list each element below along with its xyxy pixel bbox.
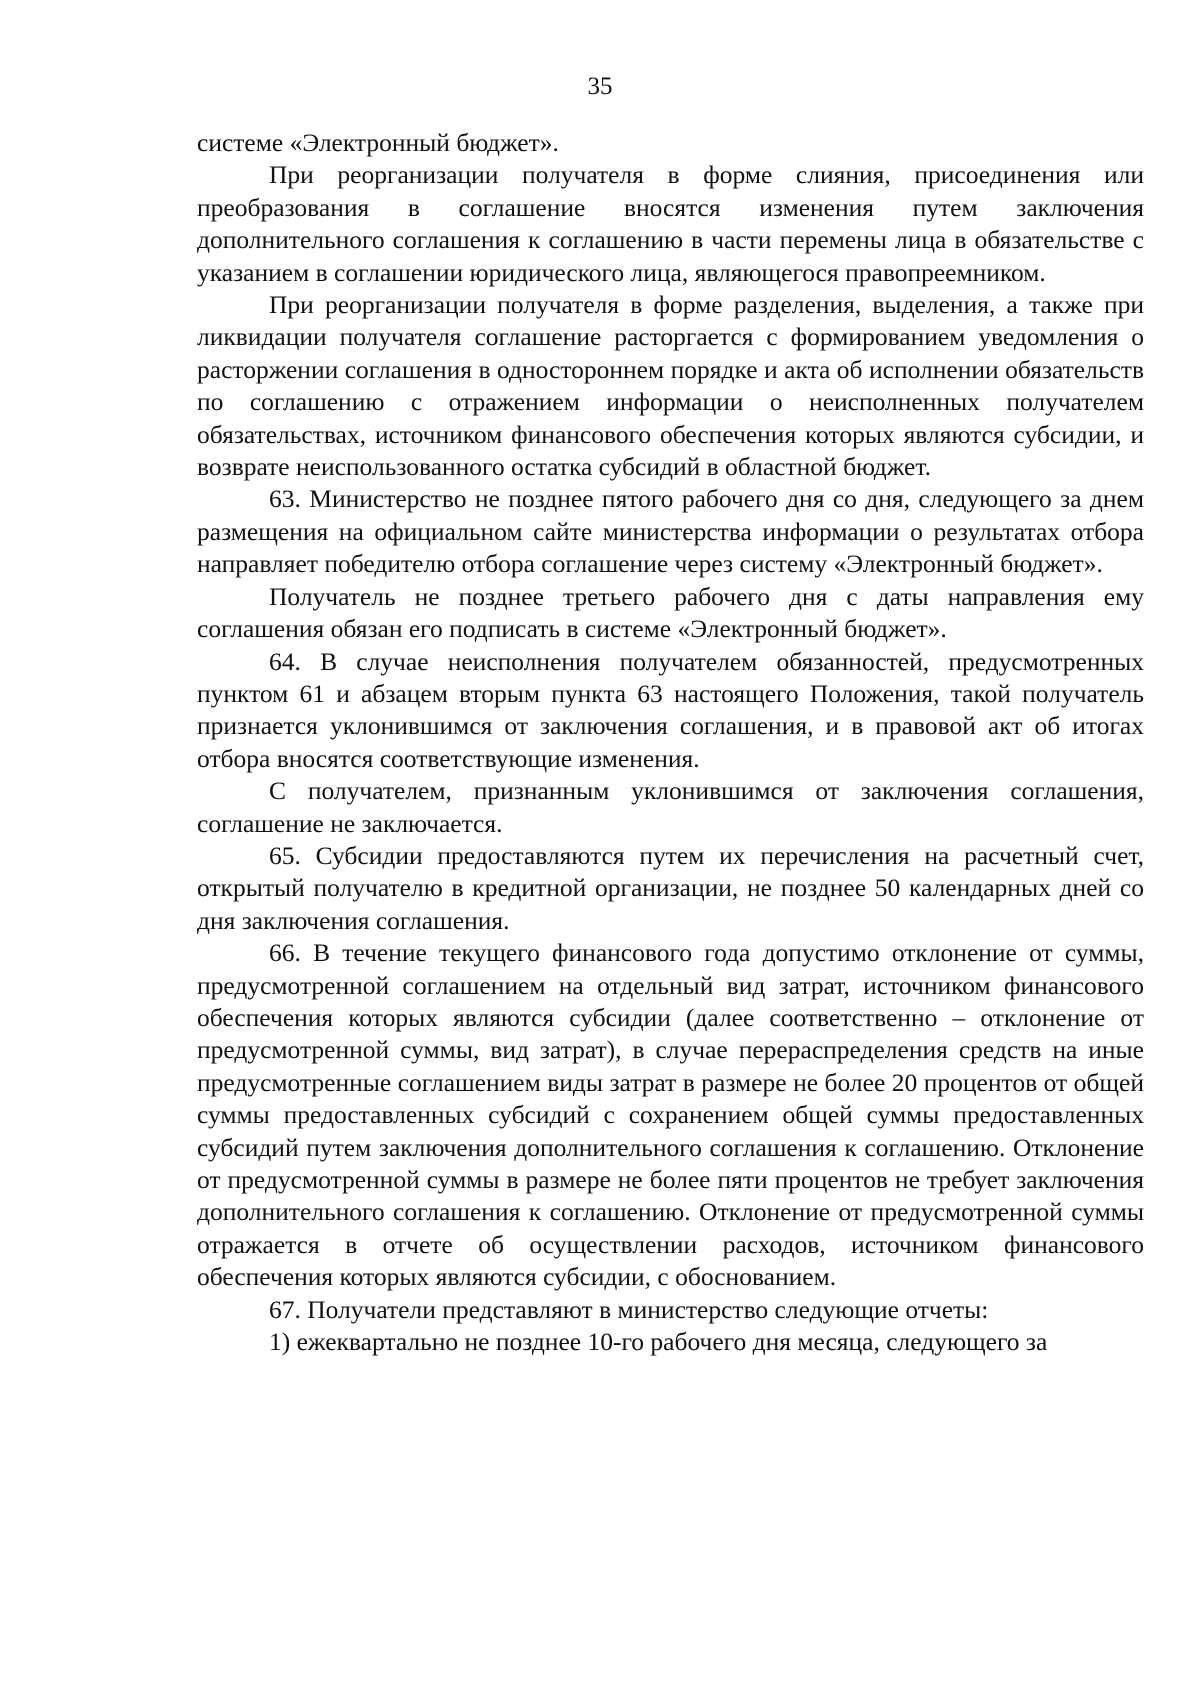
paragraph-clause-63-signing: Получатель не позднее третьего рабочего дня с даты направления ему соглашения обязан его подписать в системе «Электронный бюджет». — [197, 581, 1144, 644]
paragraph-clause-65: 65. Субсидии предоставляются путем их перечисления на расчетный счет, открытый получателю в кредитной организации, не позднее 50 календарных дней со дня заключения соглашения. — [197, 840, 1144, 935]
page-number: 35 — [587, 73, 613, 100]
paragraph-clause-67: 67. Получатели представляют в министерство следующие отчеты: — [269, 1294, 989, 1324]
paragraph-clause-67-item-1: 1) ежеквартально не позднее 10-го рабочего дня месяца, следующего за — [269, 1327, 1048, 1357]
paragraph-clause-63: 63. Министерство не позднее пятого рабочего дня со дня, следующего за днем размещения на официальном сайте министерства информации о результатах отбора направляет победителю отбора соглашение через систему «Электронный бюджет». — [197, 484, 1144, 579]
paragraph-continuation: системе «Электронный бюджет». — [197, 128, 559, 157]
paragraph-reorganization-merger: При реорганизации получателя в форме слияния, присоединения или преобразования в соглашение вносятся изменения путем заключения дополнительного соглашения к соглашению в части перемены лица в обязательстве с указанием в соглашении юридического лица, являющегося правопреемником. — [197, 160, 1144, 287]
paragraph-reorganization-division: При реорганизации получателя в форме разделения, выделения, а также при ликвидации получателя соглашение расторгается с формированием уведомления о расторжении соглашения в одностороннем порядке и акта об исполнении обязательств по соглашению с отражением информации о неисполненных получателем обязательствах, источником финансового обеспечения которых являются субсидии, и возврате неиспользованного остатка субсидий в областной бюджет. — [197, 290, 1144, 482]
document-body — [197, 127, 1144, 1358]
paragraph-clause-64: 64. В случае неисполнения получателем обязанностей, предусмотренных пунктом 61 и абзацем вторым пункта 63 настоящего Положения, такой получатель признается уклонившимся от заключения соглашения, и в правовой акт об итогах отбора вносятся соответствующие изменения. — [197, 646, 1144, 773]
paragraph-clause-66: 66. В течение текущего финансового года допустимо отклонение от суммы, предусмотренной соглашением на отдельный вид затрат, источником финансового обеспечения которых являются субсидии (далее соответственно – отклонение от предусмотренной суммы, вид затрат), в случае перераспределения средств на иные предусмотренные соглашением виды затрат в размере не более 20 процентов от общей суммы предоставленных субсидий с сохранением общей суммы предоставленных субсидий путем заключения дополнительного соглашения к соглашению. Отклонение от предусмотренной суммы в размере не более пяти процентов не требует заключения дополнительного соглашения к соглашению. Отклонение от предусмотренной суммы отражается в отчете об осуществлении расходов, источником финансового обеспечения которых являются субсидии, с обоснованием. — [197, 938, 1144, 1292]
paragraph-clause-64-no-agreement: С получателем, признанным уклонившимся от заключения соглашения, соглашение не заключается. — [197, 776, 1144, 838]
